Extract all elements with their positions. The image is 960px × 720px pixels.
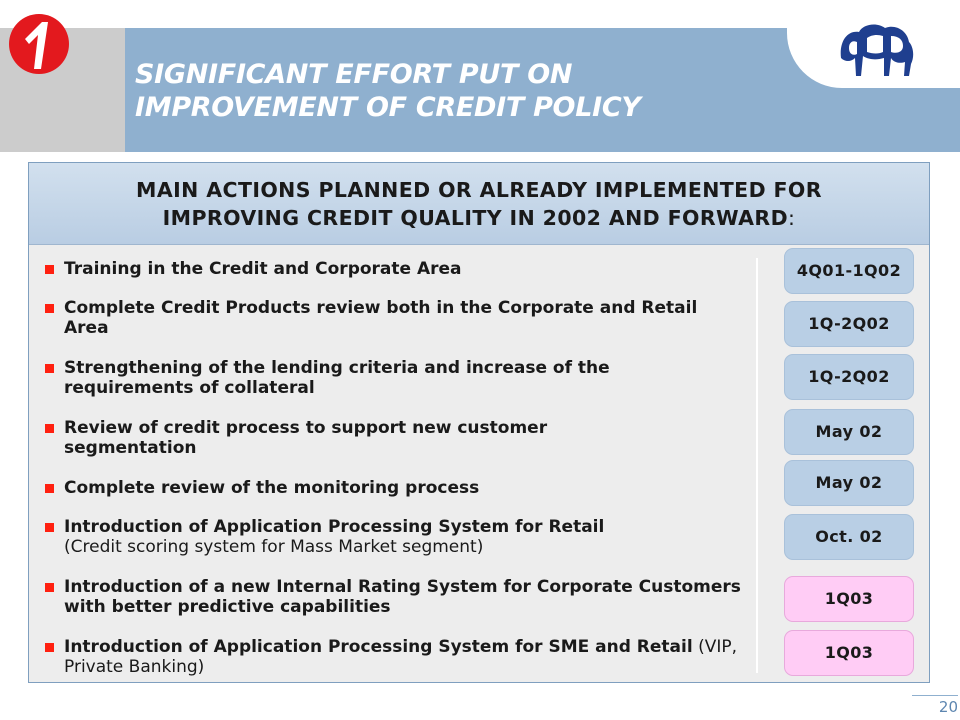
action-item-note: (VIP, Private Banking) xyxy=(64,637,738,677)
bullet-icon xyxy=(45,643,54,652)
action-item-title: Complete review of the monitoring process xyxy=(64,478,480,498)
slide-title: SIGNIFICANT EFFORT PUT ON IMPROVEMENT OF CREDIT POLICY xyxy=(135,59,641,123)
panel-header xyxy=(29,163,929,245)
page-number: 20 xyxy=(912,695,958,718)
action-item-title: Review of credit process to support new customer segmentation xyxy=(64,418,548,458)
actions-panel xyxy=(28,162,930,683)
action-item xyxy=(45,259,745,279)
bullet-icon xyxy=(45,484,54,493)
bullet-icon xyxy=(45,583,54,592)
date-badge: 4Q01-1Q02 xyxy=(784,248,914,294)
date-badge: 1Q03 xyxy=(784,630,914,676)
bullet-icon xyxy=(45,523,54,532)
action-item xyxy=(45,358,745,398)
date-badge: May 02 xyxy=(784,409,914,455)
action-item-title: Introduction of Application Processing System for SME and Retail xyxy=(64,637,693,657)
action-item xyxy=(45,517,745,557)
action-item xyxy=(45,478,745,498)
action-item-title: Introduction of a new Internal Rating System for Corporate Customers with better predictive capabilities xyxy=(64,577,741,617)
panel-header-line2 xyxy=(29,204,929,232)
bullet-icon xyxy=(45,304,54,313)
date-badge: 1Q-2Q02 xyxy=(784,354,914,400)
bison-logo-icon xyxy=(833,18,919,80)
action-item-title: Complete Credit Products review both in the Corporate and Retail Area xyxy=(64,298,698,338)
action-item-note: (Credit scoring system for Mass Market segment) xyxy=(64,537,484,557)
action-item xyxy=(45,418,745,458)
action-item xyxy=(45,298,745,338)
action-item xyxy=(45,637,745,677)
panel-header-line1: MAIN ACTIONS PLANNED OR ALREADY IMPLEMENTED FOR xyxy=(136,178,822,202)
action-item-title: Training in the Credit and Corporate Area xyxy=(64,259,462,279)
column-divider xyxy=(756,258,758,673)
date-badge: Oct. 02 xyxy=(784,514,914,560)
date-badge: May 02 xyxy=(784,460,914,506)
bullet-icon xyxy=(45,265,54,274)
date-badge: 1Q-2Q02 xyxy=(784,301,914,347)
bullet-icon xyxy=(45,424,54,433)
action-item xyxy=(45,577,745,617)
panel-header-colon: : xyxy=(788,206,796,230)
date-badge: 1Q03 xyxy=(784,576,914,622)
bullet-icon xyxy=(45,364,54,373)
unicredit-logo-icon xyxy=(1,13,77,75)
action-item-title: Strengthening of the lending criteria and increase of the requirements of collateral xyxy=(64,358,610,398)
panel-header-line2-text: IMPROVING CREDIT QUALITY IN 2002 AND FORWARD xyxy=(162,206,789,230)
action-item-title: Introduction of Application Processing System for Retail xyxy=(64,517,605,537)
